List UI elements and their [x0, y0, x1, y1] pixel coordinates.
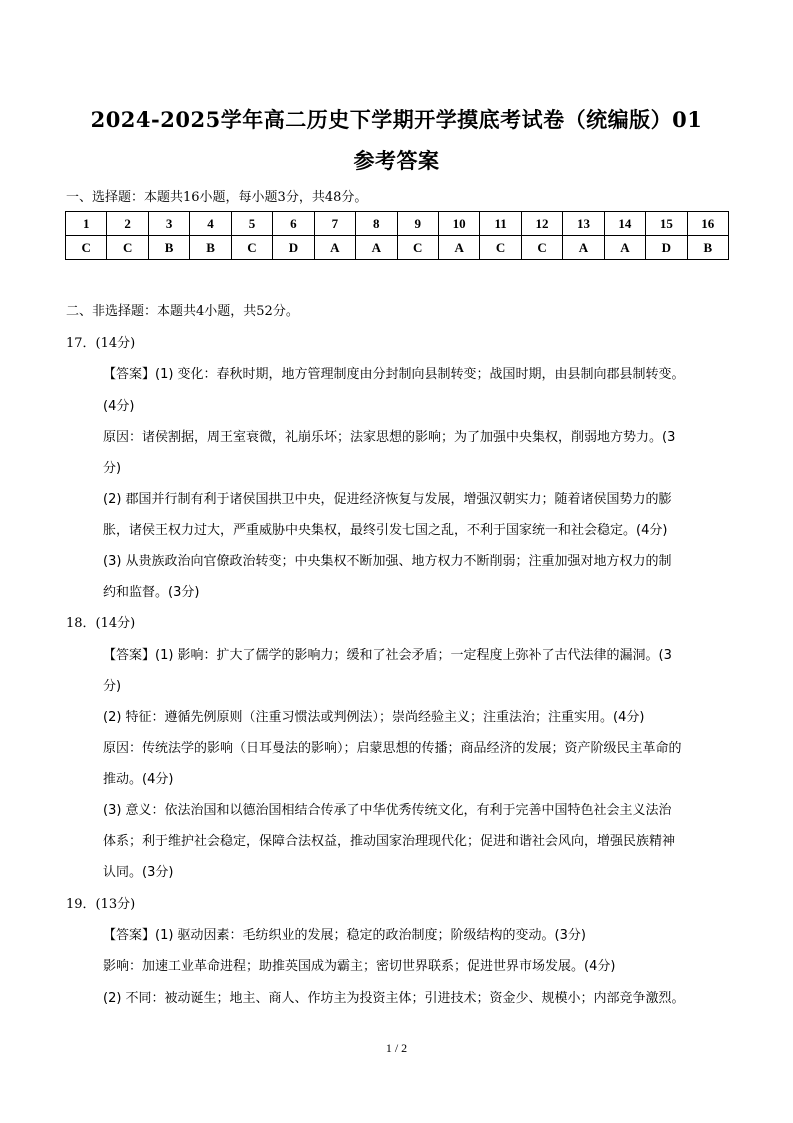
answer-line: 影响：加速工业革命进程；助推英国成为霸主；密切世界联系；促进世界市场发展。(4分): [103, 959, 616, 974]
question-number-cell: 7: [314, 212, 355, 236]
answer-line: 认同。(3分): [103, 865, 174, 880]
question-number-cell: 12: [521, 212, 562, 236]
answer-line: 约和监督。(3分): [103, 585, 200, 600]
question-number-cell: 9: [397, 212, 438, 236]
answer-line: (2) 郡国并行制有利于诸侯国拱卫中央，促进经济恢复与发展，增强汉朝实力；随着诸侯国势力的膨: [103, 492, 672, 507]
answer-line: (3) 意义：依法治国和以德治国相结合传承了中华优秀传统文化，有利于完善中国特色社会主义法治: [103, 803, 672, 818]
answer-line: (2) 特征：遵循先例原则（注重习惯法或判例法）；崇尚经验主义；注重法治；注重实用。(4分): [103, 710, 645, 725]
page-subtitle: 参考答案: [353, 148, 440, 173]
answer-cell: C: [107, 236, 148, 260]
question-number-cell: 1: [66, 212, 107, 236]
question-19-heading: 19．(13分): [66, 897, 136, 912]
answer-cell: D: [646, 236, 687, 260]
answer-line: (2) 不同：被动诞生；地主、商人、作坊主为投资主体；引进技术；资金少、规模小；内部竞争激烈。: [103, 991, 685, 1006]
question-number-cell: 11: [480, 212, 521, 236]
answer-table: [65, 211, 729, 260]
question-number-cell: 16: [687, 212, 728, 236]
answer-line: 体系；利于维护社会稳定，保障合法权益，推动国家治理现代化；促进和谐社会风向，增强民族精神: [103, 834, 676, 849]
question-number-cell: 14: [604, 212, 645, 236]
answer-line: 【答案】(1) 驱动因素：毛纺织业的发展；稳定的政治制度；阶级结构的变动。(3分): [103, 928, 586, 943]
question-number-cell: 3: [148, 212, 189, 236]
answer-cell: C: [521, 236, 562, 260]
answer-line: 推动。(4分): [103, 772, 174, 787]
question-number-cell: 10: [438, 212, 479, 236]
answer-line: 分): [103, 679, 122, 694]
answer-cell: A: [314, 236, 355, 260]
answer-cell: C: [397, 236, 438, 260]
page-number: 1 / 2: [385, 1041, 408, 1055]
answer-cell: B: [190, 236, 231, 260]
answer-cell: C: [66, 236, 107, 260]
question-17-heading: 17．(14分): [66, 336, 136, 351]
answer-cell: C: [480, 236, 521, 260]
answer-cell: C: [231, 236, 272, 260]
answer-line: 原因：传统法学的影响（日耳曼法的影响）；启蒙思想的传播；商品经济的发展；资产阶级民主革命的: [103, 741, 682, 756]
answer-cell: B: [687, 236, 728, 260]
answer-table-number-row: [66, 212, 729, 236]
answer-line: (4分): [103, 399, 135, 414]
answer-line: (3) 从贵族政治向官僚政治转变；中央集权不断加强、地方权力不断削弱；注重加强对地方权力的制: [103, 554, 672, 569]
section-heading-nonchoice: 二、非选择题：本题共4小题，共52分。: [66, 304, 299, 319]
question-number-cell: 13: [563, 212, 604, 236]
question-number-cell: 2: [107, 212, 148, 236]
question-number-cell: 5: [231, 212, 272, 236]
answer-cell: D: [273, 236, 314, 260]
answer-cell: A: [356, 236, 397, 260]
question-number-cell: 4: [190, 212, 231, 236]
question-number-cell: 8: [356, 212, 397, 236]
answer-cell: A: [438, 236, 479, 260]
answer-cell: A: [604, 236, 645, 260]
page-title: 2024-2025学年高二历史下学期开学摸底考试卷（统编版）01: [90, 107, 703, 132]
question-number-cell: 6: [273, 212, 314, 236]
answer-line: 胀，诸侯王权力过大，严重威胁中央集权，最终引发七国之乱，不利于国家统一和社会稳定。(4分): [103, 523, 668, 538]
answer-table-answer-row: [66, 236, 729, 260]
answer-cell: A: [563, 236, 604, 260]
answer-line: 【答案】(1) 影响：扩大了儒学的影响力；缓和了社会矛盾；一定程度上弥补了古代法律的漏洞。(3: [103, 648, 672, 663]
section-heading-choice: 一、选择题：本题共16小题，每小题3分，共48分。: [66, 190, 368, 205]
answer-line: 分): [103, 461, 122, 476]
answer-line: 原因：诸侯割据，周王室衰微，礼崩乐坏；法家思想的影响；为了加强中央集权，削弱地方势力。(3: [103, 430, 676, 445]
answer-cell: B: [148, 236, 189, 260]
question-number-cell: 15: [646, 212, 687, 236]
question-18-heading: 18．(14分): [66, 616, 136, 631]
answer-line: 【答案】(1) 变化：春秋时期，地方管理制度由分封制向县制转变；战国时期，由县制向郡县制转变。: [103, 367, 685, 382]
